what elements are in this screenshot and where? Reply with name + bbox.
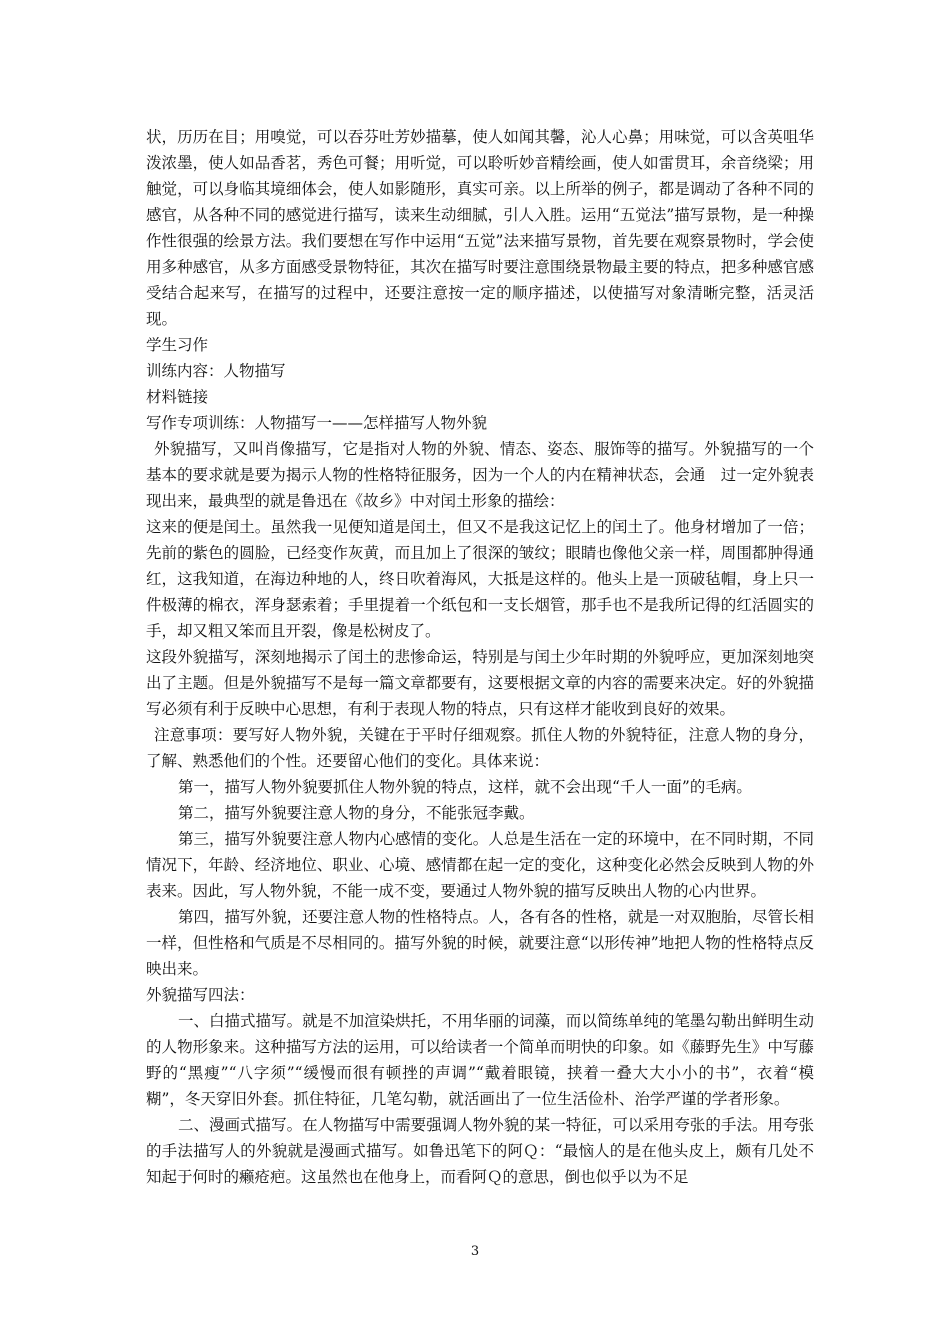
paragraph-five-senses: 状，历历在目；用嗅觉，可以吞芬吐芳妙描摹，使人如闻其馨，沁人心鼻；用味觉，可以含英咀华泼浓墨，使人如品香茗，秀色可餐；用听觉，可以聆听妙音精绘画，使人如雷贯耳，余音绕梁；用触觉，可以身临其境细体会，使人如影随形，真实可亲。以上所举的例子，都是调动了各种不同的感官，从各种不同的感觉进行描写，读来生动细腻，引人入胜。运用“五觉法”描写景物，是一种操作性很强的绘景方法。我们要想在写作中运用“五觉”法来描写景物，首先要在观察景物时，学会使用多种感官，从多方面感受景物特征，其次在描写时要注意围绕景物最主要的特点，把多种感官感受结合起来写，在描写的过程中，还要注意按一定的顺序描述，以使描写对象清晰完整，活灵活现。 — [146, 128, 814, 328]
list-item-second: 第二，描写外貌要注意人物的身分，不能张冠李戴。 — [178, 804, 535, 822]
method-one-plain-sketch: 一、白描式描写。就是不加渲染烘托，不用华丽的词藻，而以简练单纯的笔墨勾勒出鲜明生动的人物形象来。这种描写方法的运用，可以给读者一个简单而明快的印象。如《藤野先生》中写藤野的“黑瘦”“八字须”“缓慢而很有顿挫的声调”“戴着眼镜，挟着一叠大大小小的书”，衣着“模糊”，冬天穿旧外套。抓住特征，几笔勾勒，就活画出了一位生活俭朴、治学严谨的学者形象。 — [146, 1012, 814, 1108]
heading-four-methods: 外貌描写四法： — [146, 986, 255, 1004]
method-two-caricature: 二、漫画式描写。在人物描写中需要强调人物外貌的某一特征，可以采用夸张的手法。用夸张的手法描写人的外貌就是漫画式描写。如鲁迅笔下的阿Ｑ：“最恼人的是在他头皮上，颇有几处不知起于何时的癞疮疤。这虽然也在他身上，而看阿Ｑ的意思，倒也似乎以为不足 — [146, 1116, 814, 1186]
list-item-fourth: 第四，描写外貌，还要注意人物的性格特点。人，各有各的性格，就是一对双胞胎，尽管长相一样，但性格和气质是不尽相同的。描写外貌的时候，就要注意“以形传神”地把人物的性格特点反映出来。 — [146, 908, 814, 978]
list-item-third: 第三，描写外貌要注意人物内心感情的变化。人总是生活在一定的环境中，在不同时期，不同情况下，年龄、经济地位、职业、心境、感情都在起一定的变化，这种变化必然会反映到人物的外表来。因此，写人物外貌，不能一成不变，要通过人物外貌的描写反映出人物的心内世界。 — [146, 830, 814, 900]
heading-training-content: 训练内容：人物描写 — [146, 362, 286, 380]
paragraph-analysis: 这段外貌描写，深刻地揭示了闰土的悲惨命运，特别是与闰土少年时期的外貌呼应，更加深刻地突出了主题。但是外貌描写不是每一篇文章都要有，这要根据文章的内容的需要来决定。好的外貌描写必须有利于反映中心思想，有利于表现人物的特点，只有这样才能收到良好的效果。 — [146, 648, 814, 718]
body-text — [146, 124, 814, 1190]
heading-material-link: 材料链接 — [146, 388, 209, 406]
heading-special-training: 写作专项训练：人物描写一——怎样描写人物外貌 — [146, 414, 488, 432]
paragraph-notes: 注意事项：要写好人物外貌，关键在于平时仔细观察。抓住人物的外貌特征，注意人物的身分，了解、熟悉他们的个性。还要留心他们的变化。具体来说： — [146, 726, 814, 770]
heading-student-writing: 学生习作 — [146, 336, 209, 354]
paragraph-runtu-quote: 这来的便是闰土。虽然我一见便知道是闰土，但又不是我这记忆上的闰土了。他身材增加了一倍；先前的紫色的圆脸，已经变作灰黄，而且加上了很深的皱纹；眼睛也像他父亲一样，周围都肿得通红，这我知道，在海边种地的人，终日吹着海风，大抵是这样的。他头上是一顶破毡帽，身上只一件极薄的棉衣，浑身瑟索着；手里提着一个纸包和一支长烟管，那手也不是我所记得的红活圆实的手，却又粗又笨而且开裂，像是松树皮了。 — [146, 518, 814, 640]
page-number: 3 — [470, 1244, 480, 1259]
list-item-first: 第一，描写人物外貌要抓住人物外貌的特点，这样，就不会出现“千人一面”的毛病。 — [178, 778, 752, 796]
paragraph-appearance-intro: 外貌描写，又叫肖像描写，它是指对人物的外貌、情态、姿态、服饰等的描写。外貌描写的一个基本的要求就是要为揭示人物的性格特征服务，因为一个人的内在精神状态，会通 过一定外貌表现出来，最典型的就是鲁迅在《故乡》中对闰土形象的描绘： — [146, 440, 814, 510]
